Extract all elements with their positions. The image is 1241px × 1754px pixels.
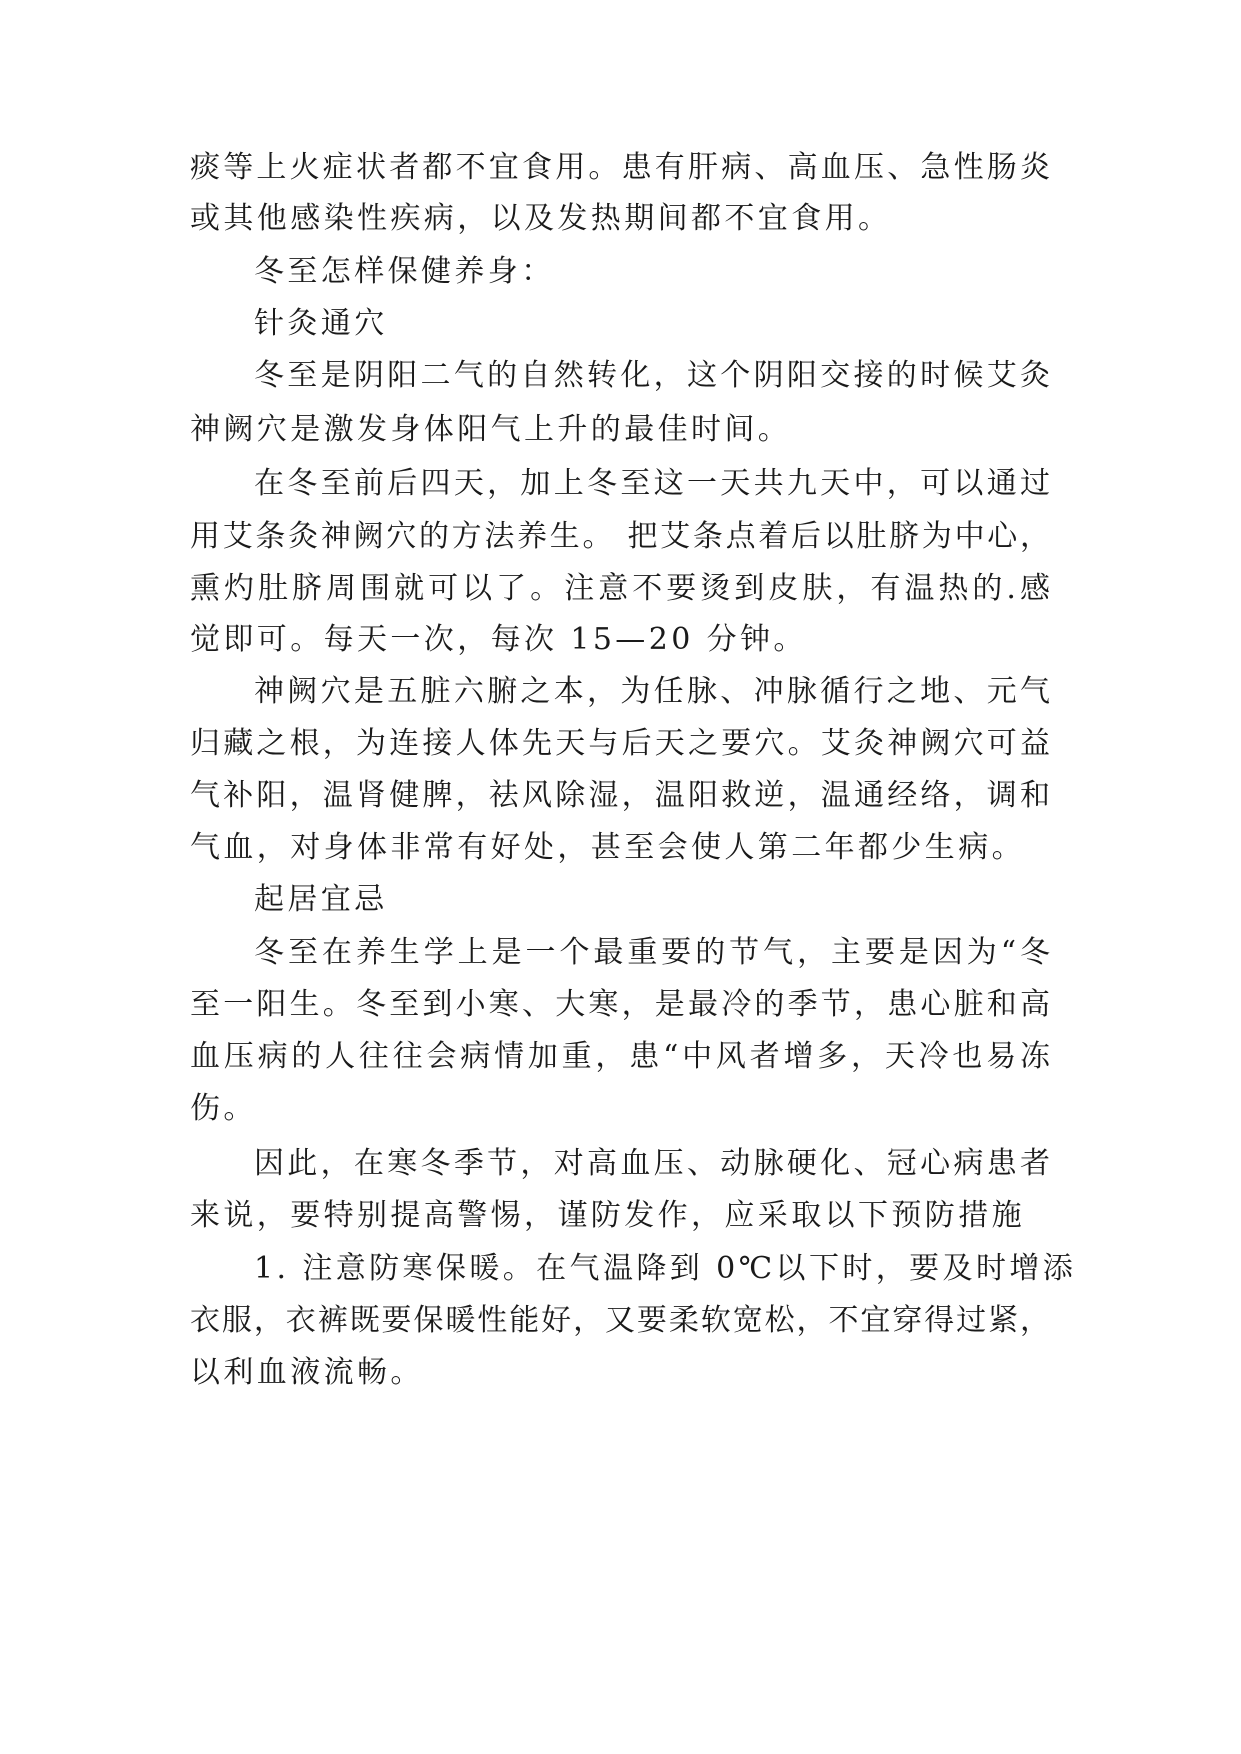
text-line-21: 来说，要特别提高警惕，谨防发作，应采取以下预防措施	[190, 1198, 1025, 1233]
text-line-11: 神阙穴是五脏六腑之本，为任脉、冲脉循行之地、元气	[254, 674, 1050, 709]
text-line-17: 至一阳生。冬至到小寒、大寒，是最冷的季节，患心脏和高	[190, 987, 1050, 1022]
section-heading-health: 冬至怎样保健养身：	[254, 254, 555, 289]
text-line-2: 或其他感染性疾病，以及发热期间都不宜食用。	[190, 201, 892, 236]
text-line-12: 归藏之根，为连接人体先天与后天之要穴。艾灸神阙穴可益	[190, 726, 1050, 761]
text-line-16: 冬至在养生学上是一个最重要的节气，主要是因为“冬	[254, 935, 1050, 970]
text-line-13: 气补阳，温肾健脾，祛风除湿，温阳救逆，温通经络，调和	[190, 778, 1050, 813]
subheading-acupuncture: 针灸通穴	[254, 306, 388, 341]
text-line-1: 痰等上火症状者都不宜食用。患有肝病、高血压、急性肠炎	[190, 150, 1050, 185]
text-line-23: 衣服，衣裤既要保暖性能好，又要柔软宽松，不宜穿得过紧，	[190, 1303, 1050, 1338]
text-line-10: 觉即可。每天一次，每次 15—20 分钟。	[190, 622, 807, 657]
text-line-7: 在冬至前后四天，加上冬至这一天共九天中，可以通过	[254, 466, 1050, 501]
text-line-24: 以利血液流畅。	[190, 1355, 424, 1390]
subheading-daily-life: 起居宜忌	[254, 882, 388, 917]
text-line-18: 血压病的人往往会病情加重，患“中风者增多，天冷也易冻	[190, 1039, 1050, 1074]
text-line-19: 伤。	[190, 1091, 257, 1126]
text-line-9: 熏灼肚脐周围就可以了。注意不要烫到皮肤，有温热的.感	[190, 571, 1050, 606]
text-line-6: 神阙穴是激发身体阳气上升的最佳时间。	[190, 412, 792, 447]
text-line-14: 气血，对身体非常有好处，甚至会使人第二年都少生病。	[190, 830, 1025, 865]
text-line-5: 冬至是阴阳二气的自然转化，这个阴阳交接的时候艾灸	[254, 358, 1050, 393]
text-line-20: 因此，在寒冬季节，对高血压、动脉硬化、冠心病患者	[254, 1146, 1050, 1181]
list-item-1: 1. 注意防寒保暖。在气温降到 0℃以下时，要及时增添	[254, 1251, 1077, 1286]
text-line-8: 用艾条灸神阙穴的方法养生。 把艾条点着后以肚脐为中心，	[190, 519, 1050, 554]
